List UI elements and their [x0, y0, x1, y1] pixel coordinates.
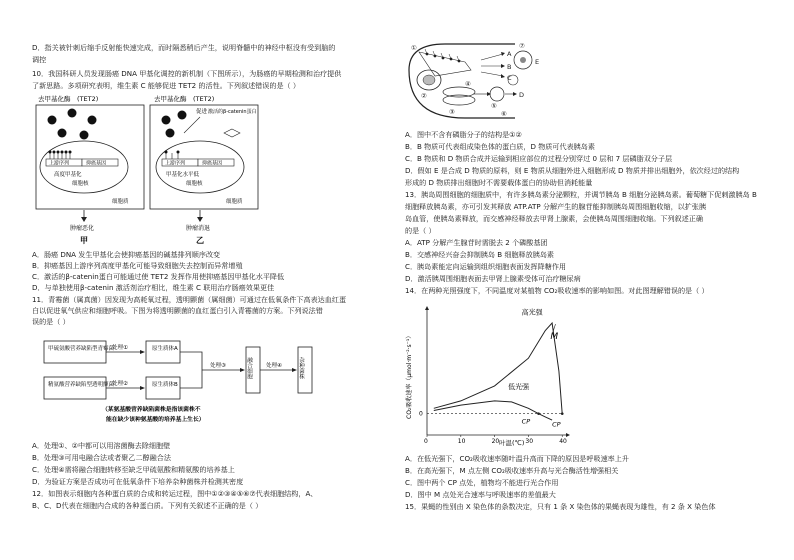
nucleus-label: 细胞核	[72, 181, 89, 187]
q13-option-a: A．ATP 分解产生腺苷时需脱去 2 个磷酸基团	[405, 238, 548, 247]
note-line-1: （某氨基酸营养缺陷菌株是指该菌株不	[102, 407, 201, 413]
q10-option-b: B．抑癌基因上游序列高度甲基化可能导致细胞失去控制而异常增殖	[32, 261, 243, 270]
q10-option-c: C．激活的β-catenin蛋白可能通过使 TET2 发挥作用使抑癌基因甲基化水平降低	[32, 272, 285, 281]
nucleus-label: 细胞核	[186, 181, 203, 187]
label-1: ①	[411, 44, 417, 52]
x-tick-label: 20	[491, 438, 500, 445]
upstream-seq-label: 上游序列	[49, 160, 70, 167]
x-tick-label: 0	[424, 438, 428, 445]
cytoplasm-label: 细胞质	[112, 199, 129, 205]
fused-cell: 融合细胞	[246, 357, 252, 379]
tumor-regress-label: 肿瘤消退	[186, 225, 211, 232]
cp-point-high	[561, 412, 564, 415]
q10-option-a: A．肠癌 DNA 发生甲基化会使抑癌基因的碱基排列顺序改变	[32, 250, 221, 259]
cp-point-low	[537, 412, 540, 415]
panel-label-jia: 甲	[80, 236, 88, 245]
process-1-label: 处理①	[112, 345, 128, 351]
protoplast-a: 原生质体A	[152, 346, 178, 352]
upstream-seq-label: 上游序列	[165, 160, 186, 167]
question-10-stem: 10．我国科研人员发现肠癌 DNA 甲基化调控的新机制（下图所示），为肠癌的早期检测和治疗提供	[32, 69, 342, 78]
q12-option-d-cont: 形成的 D 物质排出细胞时不需要载体蛋白的协助但消耗能量	[405, 178, 593, 187]
q10-option-d: D．与单独使用β-catenin 激活剂治疗相比，维生素 C 联用治疗肠癌效果更佳	[32, 283, 275, 292]
x-axis-arrow	[566, 433, 570, 437]
label-2: ②	[421, 92, 427, 100]
q14-option-c: C．图中两个 CP 点处，植物均不能进行光合作用	[405, 478, 559, 487]
q13-option-c: C．胰岛素能定向运输到组织细胞表面发挥降糖作用	[405, 262, 567, 271]
x-tick-label: 40	[559, 438, 567, 445]
suppressor-gene-label: 抑癌基因	[86, 160, 107, 167]
question-10-stem: 了新思路。多项研究表明，维生素 C 能够促进 TET2 的活性。下列叙述错误的是（ ）	[32, 81, 300, 90]
q12-option-c: C．B 物质和 D 物质合成并运输到相应部位的过程分别穿过 0 层和 7 层磷脂双分子层	[405, 154, 673, 163]
q13-option-d: D．激活胰周围细胞表面去甲肾上腺素受体可治疗糖尿病	[405, 274, 581, 283]
annotation-M: M	[550, 332, 559, 342]
question-13-stem: 的是（ ）	[405, 226, 436, 235]
annotation-cp-high: CP	[552, 420, 561, 429]
promote-label: 促进	[196, 109, 208, 115]
y-axis-arrow	[425, 306, 429, 310]
y-zero-label: 0	[419, 410, 423, 418]
q11-option-a: A．处理①、②中都可以用溶菌酶去除细胞壁	[32, 441, 171, 450]
panel-label-yi: 乙	[196, 236, 204, 245]
q12-option-d: D．假如 E 是合成 D 物质的原料，则 E 物质从细胞外进入细胞形成 D 物质并排出细胞外，依次经过的结构	[405, 166, 740, 175]
question-15-stem: 15．果蝇的性别由 X 染色体的条数决定，只有 1 条 X 染色体的果蝇表现为雄性，有 2 条 X 染色体	[405, 502, 716, 511]
question-12-stem: B、C、D代表在细胞内合成的各种蛋白质。下列有关叙述不正确的是（ ）	[32, 501, 263, 510]
q11-option-c: C．处理④需将融合细胞转移至缺乏甲硫氨酸和精氨酸的培养基上	[32, 465, 235, 474]
label-C: C	[507, 74, 512, 82]
q11-option-b: B．处理③可用电融合法或者聚乙二醇融合法	[32, 453, 171, 462]
x-tick-label: 10	[457, 438, 466, 445]
q10-diagram	[32, 93, 262, 245]
box-vitreoscilla: 精氨酸营养缺陷型透明颤菌	[48, 382, 115, 388]
question-11-stem: 11．青霉菌（属真菌）因发现为高耗氧过程，透明颤菌（属细菌）可通过在低氧条件下高表达血红蛋	[32, 295, 347, 304]
text-line: D．指关被针刺后缩手反射能快速完成，而时隔悉稍后产生，说明脊髓中的神经中枢没有受到脑的	[32, 43, 336, 52]
q12-option-a: A．图中不含有磷脂分子的结构是①②	[405, 130, 522, 139]
q12-option-b: B．B 物质可代表组成染色体的蛋白质，D 物质可代表胰岛素	[405, 142, 595, 151]
q13-option-b: B．交感神经兴奋会抑制胰岛 B 细胞释放胰岛素	[405, 250, 555, 259]
question-11-stem: 误的是（ ）	[32, 317, 70, 326]
label-7: ⑦	[519, 42, 525, 50]
note-line-2: 能在缺少该种氨基酸的培养基上生长）	[106, 417, 205, 423]
label-6: ⑥	[501, 110, 507, 118]
x-tick-label: 30	[525, 438, 534, 445]
box-penicillium: 甲硫氨酸营养缺陷型青霉菌	[48, 346, 115, 352]
y-axis-label: CO₂吸收速率（μmol·m⁻²·s⁻¹）	[406, 332, 413, 419]
tet2-label-right: 去甲基化酶 (TET2)	[154, 95, 215, 103]
question-14-stem: 14．在两种光照强度下，不同温度对某植物 CO₂吸收速率的影响如图。对此图理解错误的是（ ）	[405, 286, 709, 295]
process-3-label: 处理③	[210, 363, 226, 369]
label-5: ⑤	[491, 102, 497, 110]
high-methylation-label: 高度甲基化	[54, 172, 82, 178]
series-label-low: 低光强	[508, 383, 530, 392]
q11-flow-diagram	[42, 333, 342, 425]
question-12-stem: 12．如图表示细胞内各种蛋白质的合成和转运过程，图中①②③④⑤⑥⑦代表细胞结构，A、	[32, 489, 318, 498]
process-4-label: 处理④	[266, 363, 282, 369]
cytoplasm-label: 细胞质	[226, 199, 243, 205]
q14-option-b: B．在高光强下，M 点左侧 CO₂吸收速率升高与光合酶活性增强相关	[405, 466, 619, 475]
protoplast-b: 原生质体B	[152, 382, 178, 388]
question-13-stem: 岛血管，使胰岛素释放，而交感神经释放去甲肾上腺素，会使胰岛周围细胞收缩。下列叙述正确	[405, 214, 703, 223]
beta-catenin-label: 激活的β-catenin蛋白	[208, 109, 257, 115]
label-3: ③	[449, 108, 455, 116]
suppressor-gene-label: 抑癌基因	[202, 160, 223, 167]
label-B: B	[507, 63, 512, 71]
q12-cell-diagram	[405, 40, 555, 122]
series-line-0	[434, 323, 562, 414]
annotation-cp-low: CP	[521, 417, 531, 426]
series-label-high: 高光强	[521, 308, 543, 317]
tumor-worsen-label: 肿瘤恶化	[70, 225, 95, 232]
label-A: A	[507, 50, 512, 58]
hybrid-strain: 杂种菌株	[298, 357, 304, 379]
q14-chart	[401, 297, 601, 447]
label-4: ④	[465, 80, 471, 88]
q14-option-a: A．在低光强下，CO₂吸收速率随叶温升高而下降的原因是呼吸速率上升	[405, 454, 629, 463]
q14-option-d: D．图中 M 点处光合速率与呼吸速率的差值最大	[405, 490, 556, 499]
tet2-label-left: 去甲基化酶 (TET2)	[38, 95, 99, 103]
label-D: D	[519, 91, 525, 99]
process-2-label: 处理②	[112, 381, 128, 387]
question-11-stem: 白以促进氧气供应和细胞呼吸。下图为将透明颤菌的血红蛋白引入青霉菌的方案。下列说法错	[32, 306, 323, 315]
x-axis-label: 叶温(℃)	[499, 439, 525, 447]
label-E: E	[535, 58, 540, 66]
co2-chart-svg	[401, 297, 601, 447]
low-methylation-label: 甲基化水平低	[166, 172, 200, 178]
text-line: 调控	[32, 55, 47, 64]
right-column	[397, 0, 794, 560]
question-13-stem: 细胞释放胰岛素，亦可引发其释放 ATP.ATP 分解产生的腺苷能抑制胰岛周围细胞收缩，以扩张胰	[405, 202, 707, 211]
question-13-stem: 13．胰岛周围细胞的细胞质中，有许多胰岛素分泌颗粒，并调节胰岛 B 细胞分泌胰岛素。葡萄糖下促刺激胰岛 B	[405, 190, 757, 199]
q11-option-d: D．为验证方案是否成功可在低氧条件下培养杂种菌株并检测其密度	[32, 477, 244, 486]
